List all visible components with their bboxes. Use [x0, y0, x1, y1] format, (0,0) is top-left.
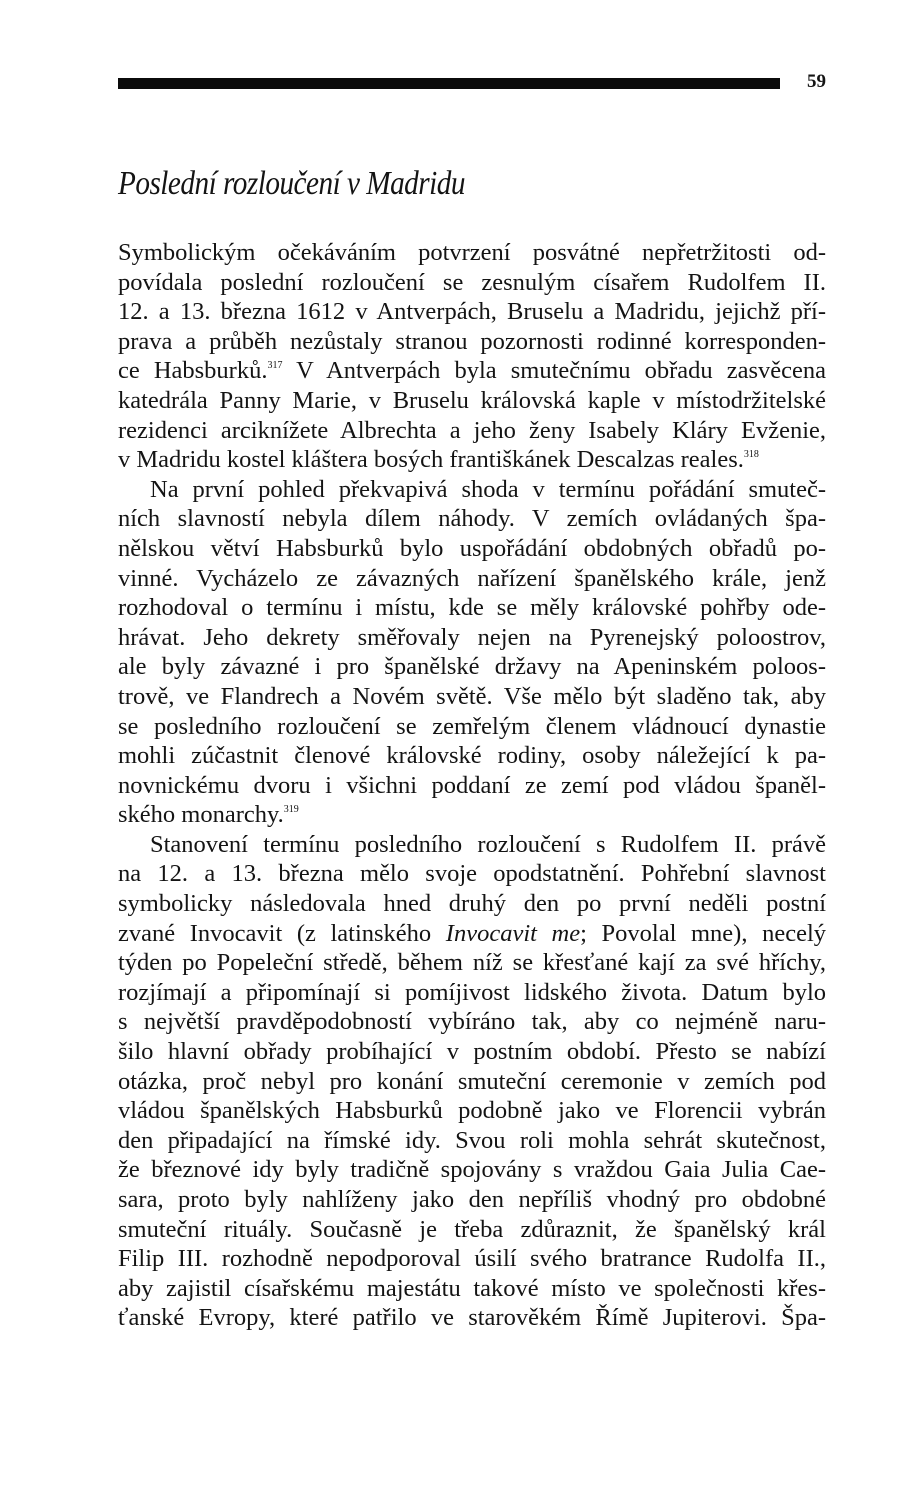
text-line: otázka, proč nebyl pro konání smuteční ceremonie v zemích pod — [118, 1067, 826, 1095]
header-rule — [118, 78, 780, 89]
text-line: Symbolickým očekáváním potvrzení posvátné nepřetržitosti od- — [118, 239, 826, 266]
footnote-ref-317[interactable]: 317 — [267, 360, 283, 372]
text-line: aby zajistil císařskému majestátu takové místo ve společnosti křes- — [118, 1274, 826, 1302]
text-line: na 12. a 13. března mělo svoje opodstatnění. Pohřební slavnost — [118, 860, 826, 888]
paragraph-3 — [118, 830, 826, 1333]
text-line: rozhodoval o termínu i místu, kde se měly královské pohřby ode- — [118, 594, 826, 622]
text-line: sara, proto byly nahlíženy jako den nepříliš vhodný pro obdobné — [118, 1186, 826, 1213]
text-line: Na první pohled překvapivá shoda v termínu pořádání smuteč- — [150, 475, 826, 503]
text-line: v Madridu kostel kláštera bosých františkánek Descalzas reales.$^{318}$ — [118, 446, 759, 474]
text-line: prava a průběh nezůstaly stranou pozornosti rodinné korresponden- — [118, 327, 826, 355]
paragraph-1 — [118, 238, 826, 475]
text-line: rezidenci arciknížete Albrechta a jeho ženy Isabely Kláry Evženie, — [118, 416, 826, 444]
text-line: 12. a 13. března 1612 v Antverpách, Bruselu a Madridu, jejichž pří- — [118, 298, 826, 326]
text-line: Filip III. rozhodně nepodporoval úsilí svého bratrance Rudolfa II., — [118, 1245, 826, 1273]
text-line: týden po Popeleční středě, během níž se křesťané kají za své hříchy, — [118, 949, 826, 977]
paragraph-2 — [118, 475, 826, 830]
text-line: ale byly závazné i pro španělské državy na Apeninském poloos- — [118, 653, 826, 681]
latin-quote: Invocavit me — [445, 919, 581, 947]
text-line: novnickému dvoru i všichni poddaní ze zemí pod vládou španěl- — [118, 771, 826, 799]
footnote-ref-318[interactable]: 318 — [743, 449, 759, 461]
text-line: že březnové idy byly tradičně spojovány s vraždou Gaia Julia Cae- — [118, 1156, 826, 1184]
body-text — [118, 238, 826, 1333]
text-line: ce Habsburků.$^{317}$ V Antverpách byla smutečnímu obřadu zasvěcena — [118, 357, 826, 385]
footnote-ref-319[interactable]: 319 — [283, 804, 299, 816]
text-line: nělskou větví Habsburků bylo uspořádání obdobných obřadů po- — [118, 534, 826, 562]
text-line: Stanovení termínu posledního rozloučení s Rudolfem II. právě — [150, 830, 826, 858]
text-line: den připadající na římské idy. Svou roli mohla sehrát skutečnost, — [118, 1126, 826, 1154]
section-title: Poslední rozloučení v Madridu — [118, 165, 465, 202]
text-line: šilo hlavní obřady probíhající v postním období. Přesto se nabízí — [118, 1038, 826, 1066]
text-line: vinné. Vycházelo ze závazných nařízení španělského krále, jenž — [118, 564, 826, 592]
text-line: ského monarchy.$^{319}$ — [118, 801, 299, 829]
text-line: ťanské Evropy, které patřilo ve starověkém Římě Jupiterovi. Špa- — [118, 1304, 826, 1332]
text-line: rozjímají a připomínají si pomíjivost lidského života. Datum bylo — [118, 978, 826, 1006]
text-line: povídala poslední rozloučení se zesnulým císařem Rudolfem II. — [118, 268, 826, 296]
text-line: mohli zúčastnit členové královské rodiny, osoby náležející k pa- — [118, 742, 826, 770]
text-line: s největší pravděpodobností vybíráno tak, aby co nejméně naru- — [118, 1008, 826, 1036]
text-line: se posledního rozloučení se zemřelým členem vládnoucí dynastie — [118, 712, 826, 740]
text-line: symbolicky následovala hned druhý den po první neděli postní — [118, 890, 826, 918]
text-line: trově, ve Flandrech a Novém světě. Vše mělo být sladěno tak, aby — [118, 682, 826, 710]
text-line: hrávat. Jeho dekrety směřovaly nejen na Pyrenejský poloostrov, — [118, 623, 826, 651]
text-line: katedrála Panny Marie, v Bruselu královská kaple v místodržitelské — [118, 386, 826, 414]
text-line: ních slavností nebyla dílem náhody. V zemích ovládaných špa- — [118, 505, 826, 533]
page-number: 59 — [807, 71, 826, 92]
text-line: zvané Invocavit (z latinského Invocavit me; Povolal mne), necelý — [118, 919, 826, 947]
text-line: vládou španělských Habsburků podobně jako ve Florencii vybrán — [118, 1097, 826, 1125]
text-line: smuteční rituály. Současně je třeba zdůraznit, že španělský král — [118, 1215, 826, 1243]
